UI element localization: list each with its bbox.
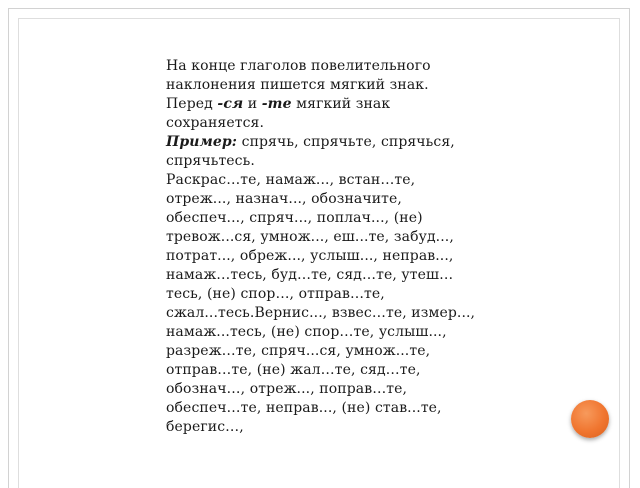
slide-content <box>166 57 476 437</box>
next-slide-button[interactable] <box>571 400 609 438</box>
example-block <box>166 133 476 171</box>
example-words-b: спрячьтесь. <box>166 153 255 169</box>
suffix-sya: -ся <box>217 96 244 112</box>
rule-line-1: На конце глаголов повелительного наклонения пишется мягкий знак. <box>166 58 431 93</box>
suffix-te: -те <box>261 96 292 112</box>
rule-line-2-end: мягкий знак сохраняется. <box>166 96 391 131</box>
and-word: и <box>243 96 262 112</box>
rule-line-2-start: Перед <box>166 96 218 112</box>
example-label: Пример: <box>166 134 238 150</box>
example-words-a: спрячь, спрячьте, спрячься, <box>237 134 455 150</box>
exercise-text: Раскрас…те, намаж..., встан…те, отреж..., назнач..., обозначите, обеспеч..., спряч..., поплач..., (не) тревож...ся, умнож..., еш...те, забуд..., потрат..., обреж..., услыш..., неправ..., намаж…тесь, буд…те, сяд…те, утеш…тесь, (не) спор…, отправ…те, сжал...тесь.Вернис..., взвес…те, измер..., намаж...тесь, (не) спор…те, услыш..., разреж…те, спряч...ся, умнож...те, отправ…те, (не) жал…те, сяд…те, обознач…, отреж..., поправ…те, обеспеч…те, неправ..., (не) став...те, берегис…, <box>166 172 476 435</box>
rule-text <box>166 57 476 133</box>
